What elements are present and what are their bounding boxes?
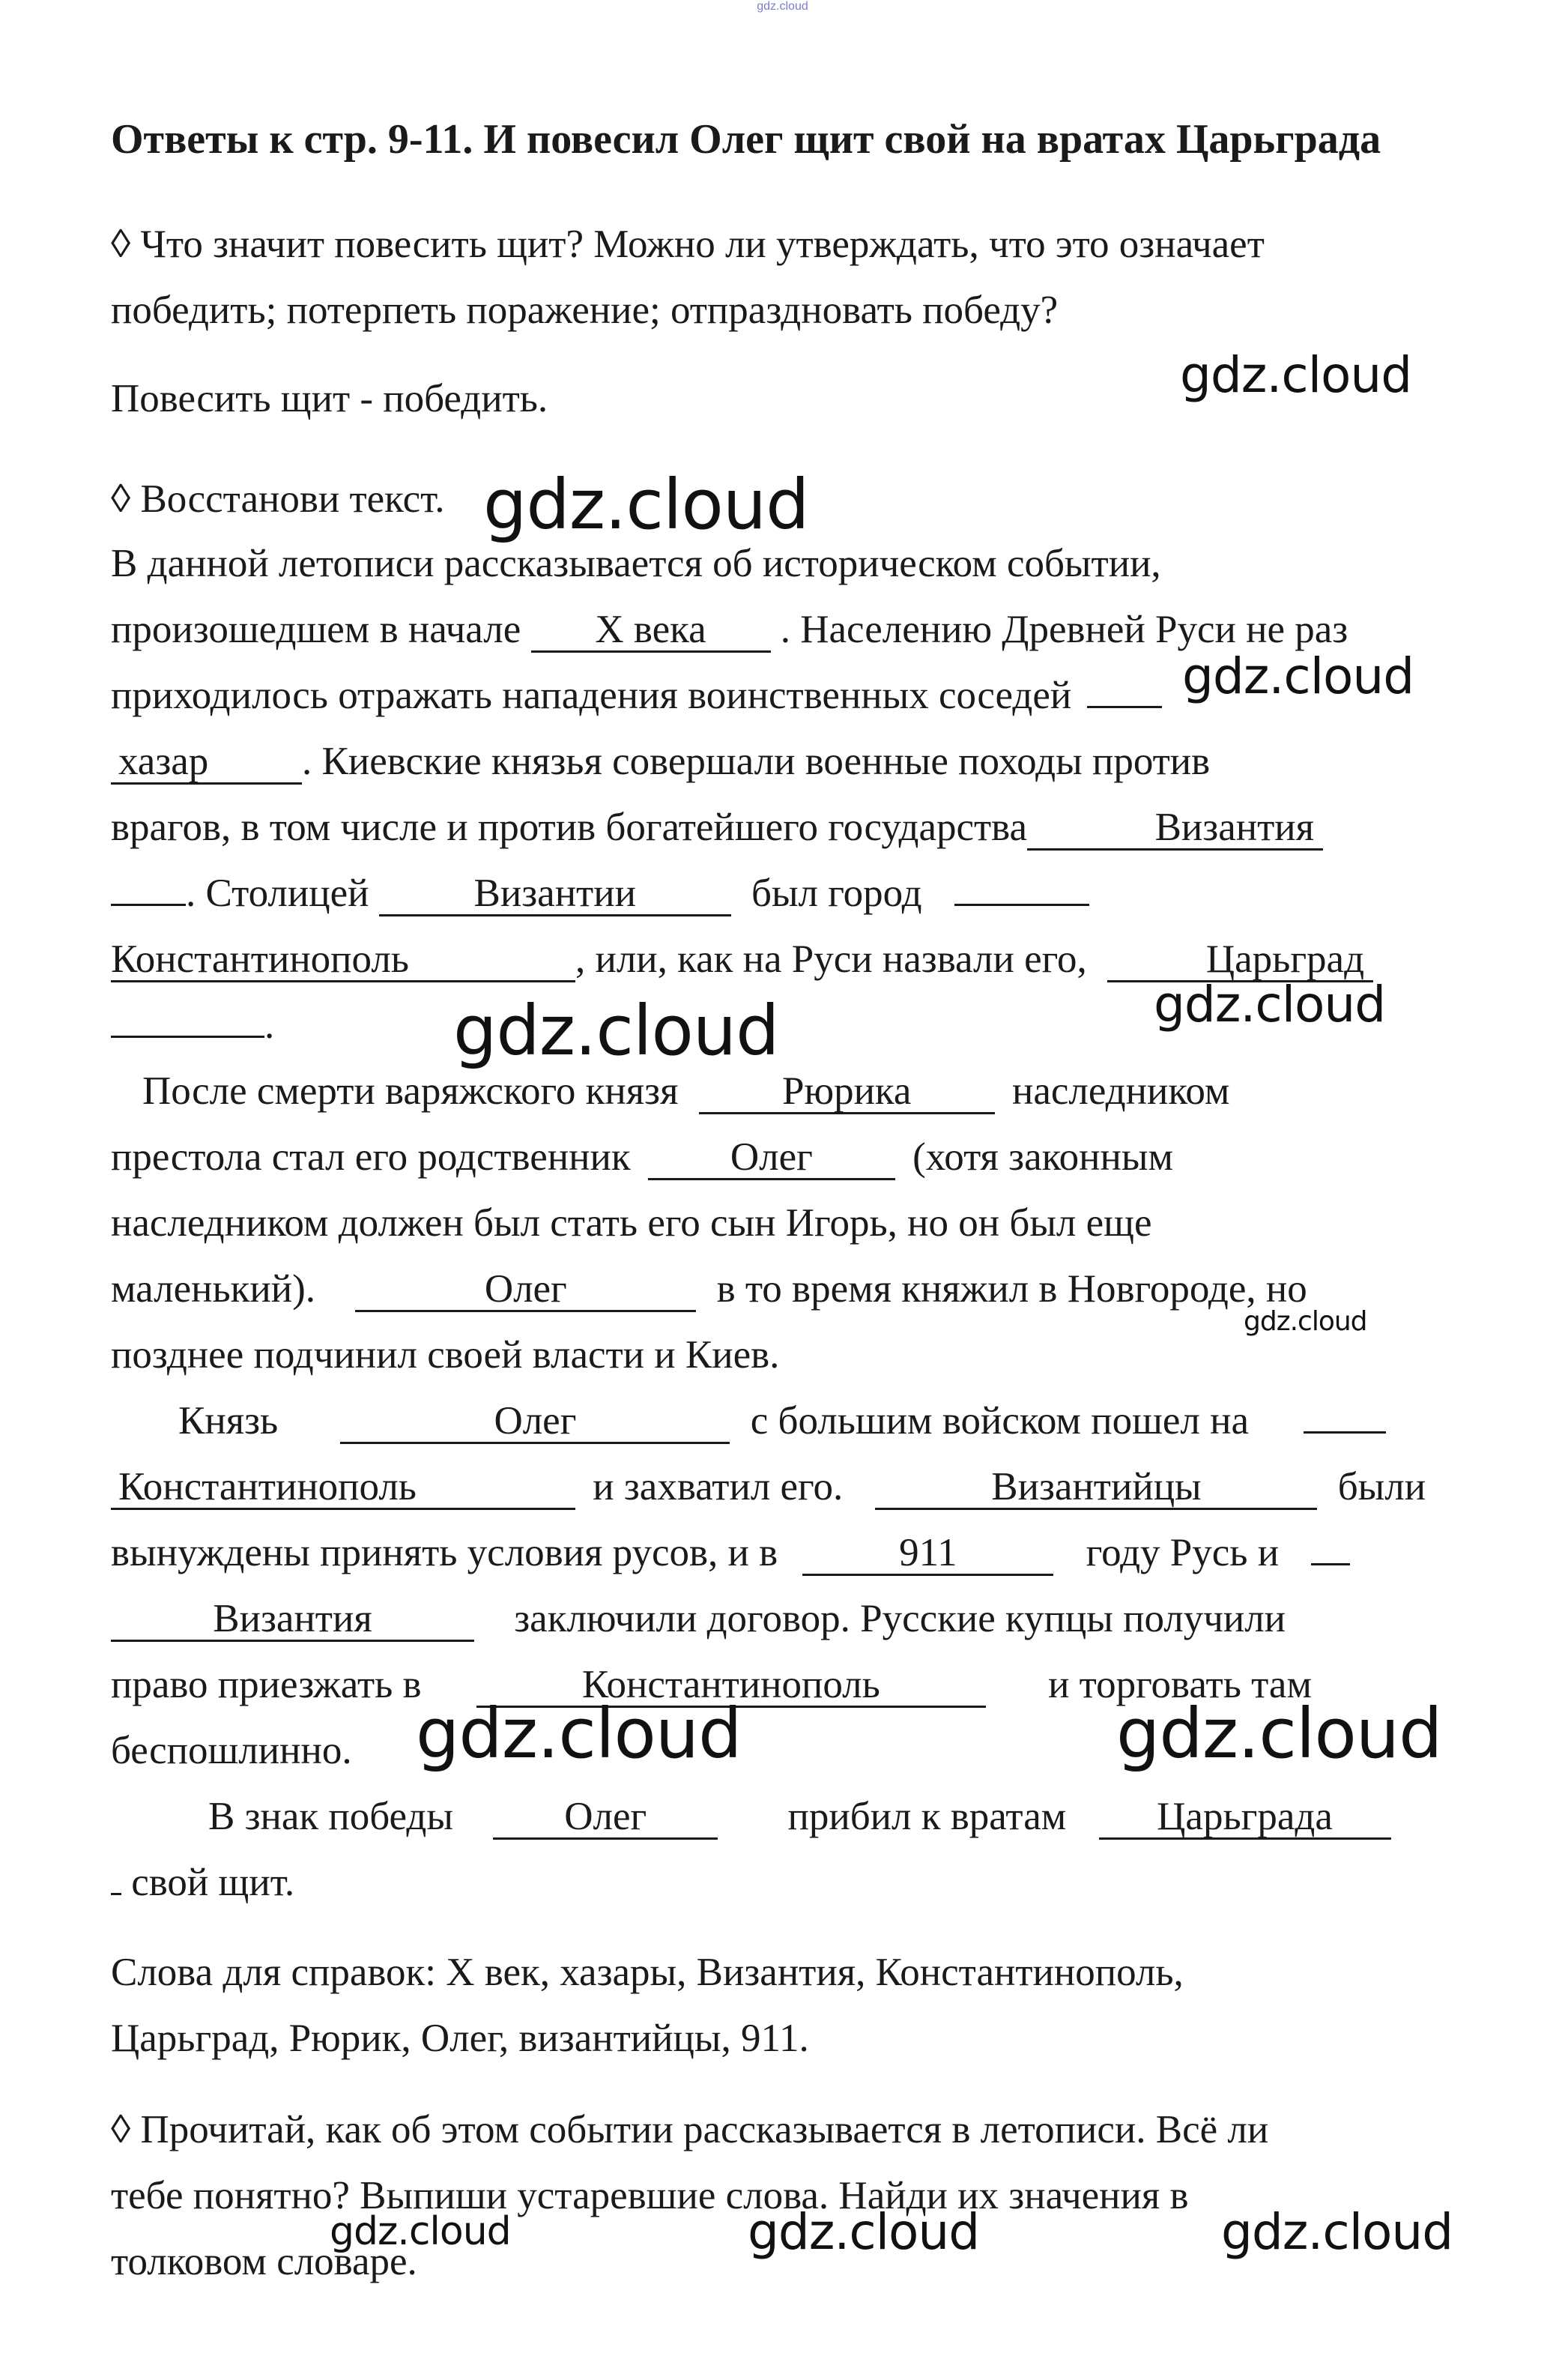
answer-blank-century: Х века	[531, 608, 771, 653]
text-fragment: врагов, в том числе и против богатейшего государства	[111, 806, 1028, 849]
text-fragment: с большим войском пошел на	[750, 1399, 1249, 1443]
text-fragment: (хотя законным	[912, 1135, 1174, 1179]
page-title: Ответы к стр. 9-11. И повесил Олег щит свой на вратах Царьграда	[111, 116, 1381, 163]
text-fragment: вынуждены принять условия русов, и в	[111, 1531, 778, 1574]
question-1-line-1: ◊ Что значит повесить щит? Можно ли утверждать, что это означает	[111, 223, 1265, 266]
text-line	[111, 1397, 1489, 1445]
watermark: gdz.cloud	[1116, 1694, 1442, 1774]
text-line	[111, 803, 1489, 851]
answer-blank-empty	[954, 904, 1089, 906]
answer-blank-empty	[1087, 706, 1162, 708]
text-line	[111, 1858, 1489, 1906]
answer-blank-byzantium: Византия	[1027, 806, 1323, 851]
text-line	[111, 737, 1489, 785]
answer-blank-oleg: Олег	[340, 1400, 730, 1444]
watermark: gdz.cloud	[453, 991, 779, 1071]
watermark: gdz.cloud	[748, 2203, 980, 2261]
answer-blank-byzantium: Византия	[111, 1598, 474, 1642]
answer-blank-constantinople: Константинополь	[476, 1664, 986, 1708]
text-fragment: произошедшем в начале	[111, 608, 521, 651]
text-fragment: . Столицей	[186, 872, 369, 915]
answer-blank-tsargrad: Царьград	[1107, 938, 1373, 982]
text-fragment: были	[1337, 1465, 1426, 1508]
watermark: gdz.cloud	[330, 2209, 511, 2254]
text-line	[111, 1529, 1489, 1577]
answer-blank-khazars: хазар	[111, 740, 302, 785]
answer-blank-year: 911	[802, 1532, 1053, 1576]
reference-words-line-2: Царьград, Рюрик, Олег, византийцы, 911.	[111, 2017, 809, 2060]
text-line	[111, 605, 1489, 653]
text-line: позднее подчинил своей власти и Киев.	[111, 1333, 780, 1377]
answer-blank-empty	[111, 1893, 121, 1895]
text-fragment: После смерти варяжского князя	[142, 1069, 679, 1113]
text-fragment: году Русь и	[1086, 1531, 1280, 1574]
text-line	[111, 1595, 1489, 1643]
answer-blank-tsargrad: Царьграда	[1099, 1795, 1391, 1840]
watermark: gdz.cloud	[416, 1694, 742, 1774]
question-2-heading: ◊ Восстанови текст.	[111, 477, 445, 521]
question-1-answer: Повесить щит - победить.	[111, 377, 548, 420]
text-fragment: .	[264, 1003, 275, 1047]
text-line	[111, 1792, 1489, 1840]
text-line	[111, 1133, 1489, 1181]
text-fragment: В знак победы	[208, 1795, 453, 1838]
watermark: gdz.cloud	[1221, 2203, 1453, 2261]
text-fragment: свой щит.	[131, 1861, 295, 1904]
text-fragment: был город	[751, 872, 922, 915]
text-line	[111, 1463, 1489, 1511]
answer-blank-oleg: Олег	[648, 1136, 895, 1180]
reference-words-line-1: Слова для справок: Х век, хазары, Византия, Константинополь,	[111, 1951, 1184, 1994]
answer-blank-byzantium-gen: Византии	[379, 872, 731, 916]
answer-blank-constantinople: Константинополь	[111, 938, 575, 982]
watermark: gdz.cloud	[1154, 976, 1386, 1033]
answer-blank-empty	[1311, 1563, 1350, 1565]
text-fragment: и захватил его.	[593, 1465, 844, 1508]
text-fragment: Князь	[178, 1399, 279, 1443]
answer-blank-empty	[1304, 1431, 1386, 1434]
question-3-line-1: ◊ Прочитай, как об этом событии рассказывается в летописи. Всё ли	[111, 2108, 1269, 2151]
answer-blank-oleg: Олег	[493, 1795, 718, 1840]
answer-blank-constantinople: Константинополь	[111, 1466, 575, 1510]
text-fragment: в то время княжил в Новгороде, но	[716, 1267, 1307, 1311]
text-line	[111, 1067, 1489, 1115]
site-mark: gdz.cloud	[757, 0, 808, 13]
text-fragment: заключили договор. Русские купцы получили	[514, 1597, 1286, 1640]
text-fragment: . Населению Древней Руси не раз	[780, 608, 1348, 651]
answer-blank-empty	[111, 1036, 264, 1038]
text-fragment: , или, как на Руси назвали его,	[575, 937, 1087, 981]
text-fragment: маленький).	[111, 1267, 316, 1311]
answer-blank-rurik: Рюрика	[699, 1070, 995, 1114]
text-line: В данной летописи рассказывается об историческом событии,	[111, 542, 1161, 585]
text-fragment: и торговать там	[1048, 1663, 1312, 1706]
text-fragment: право приезжать в	[111, 1663, 422, 1706]
answer-blank-byzantines: Византийцы	[875, 1466, 1317, 1510]
text-line: беспошлинно.	[111, 1729, 352, 1772]
question-1-line-2: победить; потерпеть поражение; отпраздновать победу?	[111, 289, 1059, 332]
text-fragment: прибил к вратам	[787, 1795, 1067, 1838]
text-fragment: приходилось отражать нападения воинственных соседей	[111, 674, 1072, 717]
answer-blank-oleg: Олег	[355, 1268, 696, 1312]
text-line: наследником должен был стать его сын Игорь, но он был еще	[111, 1201, 1152, 1245]
question-3-line-3: толковом словаре.	[111, 2240, 417, 2283]
watermark: gdz.cloud	[483, 465, 809, 545]
answer-blank-empty	[111, 904, 186, 906]
watermark: gdz.cloud	[1244, 1306, 1367, 1337]
text-line	[111, 869, 1489, 917]
watermark: gdz.cloud	[1180, 346, 1412, 404]
text-fragment: престола стал его родственник	[111, 1135, 631, 1179]
text-fragment: . Киевские князья совершали военные походы против	[302, 740, 1211, 783]
question-3-line-2: тебе понятно? Выпиши устаревшие слова. Найди их значения в	[111, 2174, 1189, 2217]
watermark: gdz.cloud	[1182, 647, 1414, 705]
text-fragment: наследником	[1011, 1069, 1230, 1113]
